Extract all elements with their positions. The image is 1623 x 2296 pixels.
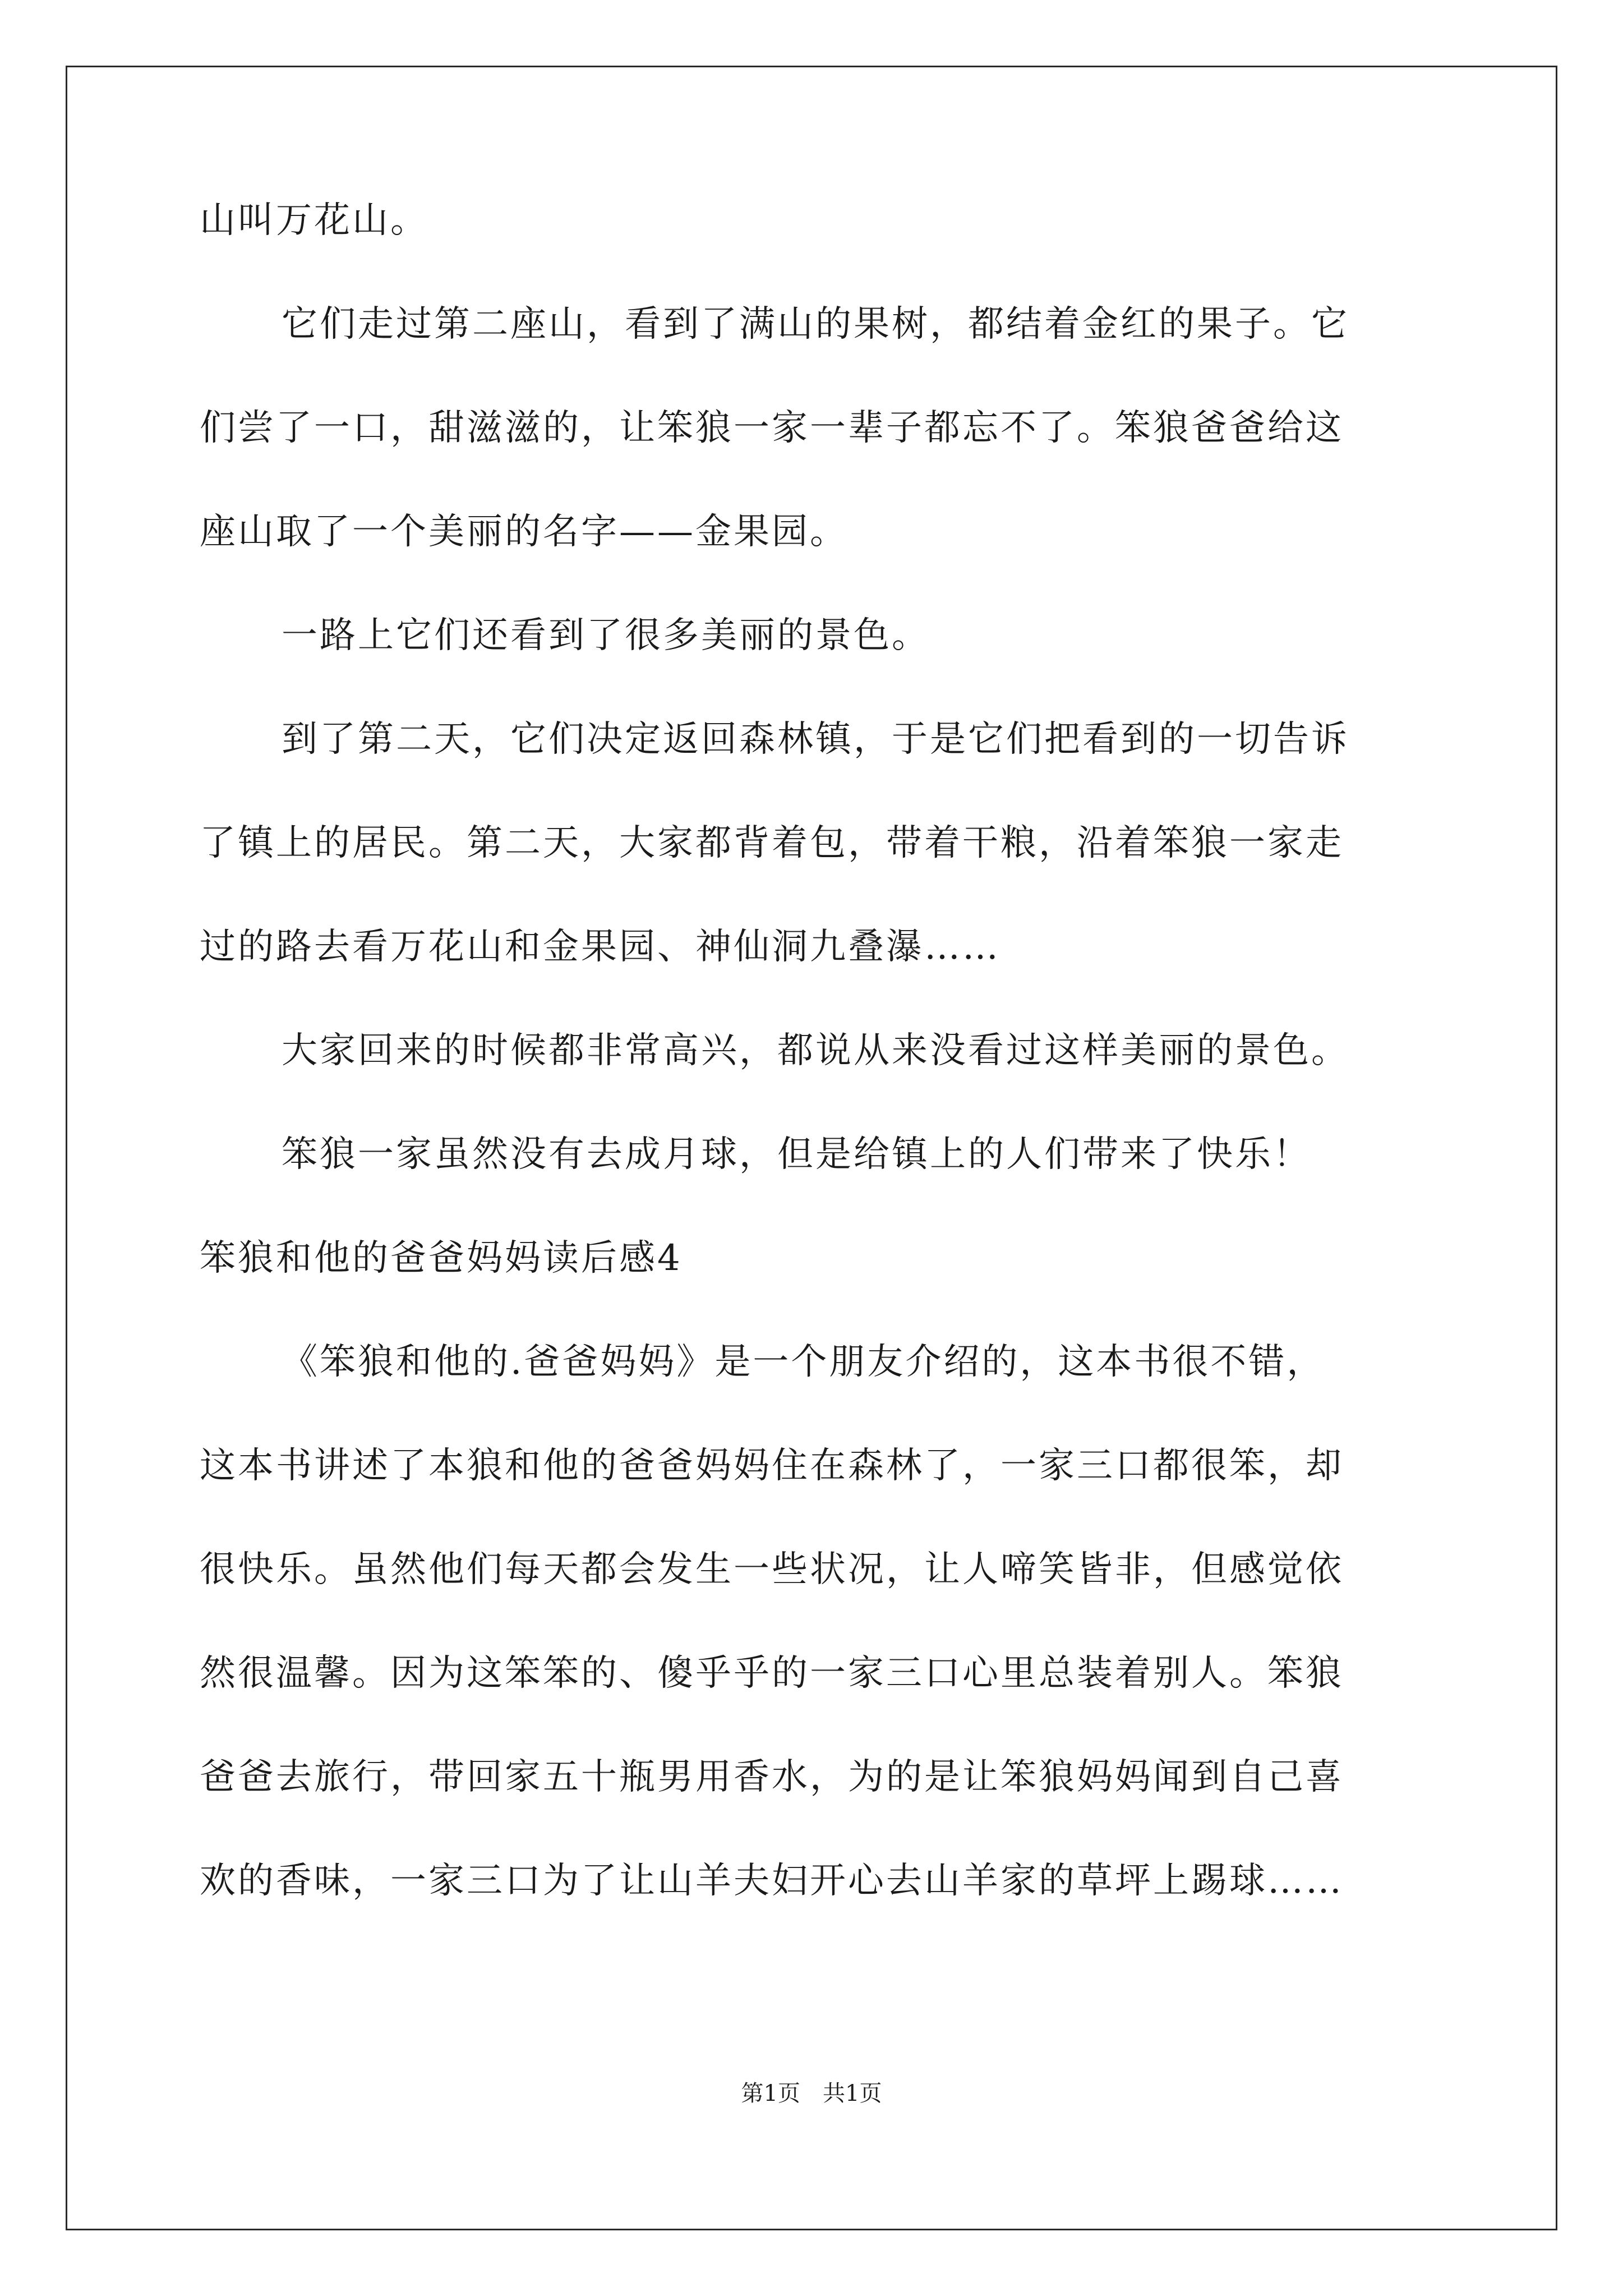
text-line: 山叫万花山。 <box>200 200 428 241</box>
text-line: 笨狼一家虽然没有去成月球，但是给镇上的人们带来了快乐！ <box>282 1134 1311 1175</box>
text-line: 过的路去看万花山和金果园、神仙洞九叠瀑…… <box>200 926 1000 968</box>
text-line: 大家回来的时候都非常高兴，都说从来没看过这样美丽的景色。 <box>282 1030 1349 1071</box>
page-number-footer: 第1页 共1页 <box>741 2081 882 2106</box>
text-line: 然很温馨。因为这笨笨的、傻乎乎的一家三口心里总装着别人。笨狼 <box>200 1653 1344 1694</box>
text-line: 到了第二天，它们决定返回森林镇，于是它们把看到的一切告诉 <box>282 719 1349 760</box>
text-line: 们尝了一口，甜滋滋的，让笨狼一家一辈子都忘不了。笨狼爸爸给这 <box>200 407 1344 449</box>
text-line: 它们走过第二座山，看到了满山的果树，都结着金红的果子。它 <box>282 303 1349 345</box>
text-line: 欢的香味，一家三口为了让山羊夫妇开心去山羊家的草坪上踢球…… <box>200 1860 1344 1902</box>
text-line: 爸爸去旅行，带回家五十瓶男用香水，为的是让笨狼妈妈闻到自己喜 <box>200 1756 1344 1798</box>
text-line: 座山取了一个美丽的名字——金果园。 <box>200 511 848 553</box>
text-line: 这本书讲述了本狼和他的爸爸妈妈住在森林了，一家三口都很笨，却 <box>200 1445 1344 1487</box>
text-line: 一路上它们还看到了很多美丽的景色。 <box>282 615 930 656</box>
text-line: 很快乐。虽然他们每天都会发生一些状况，让人啼笑皆非，但感觉依 <box>200 1549 1344 1590</box>
text-line: 《笨狼和他的.爸爸妈妈》是一个朋友介绍的，这本书很不错， <box>282 1341 1325 1383</box>
section-heading: 笨狼和他的爸爸妈妈读后感4 <box>200 1237 683 1279</box>
text-line: 了镇上的居民。第二天，大家都背着包，带着干粮，沿着笨狼一家走 <box>200 822 1344 864</box>
